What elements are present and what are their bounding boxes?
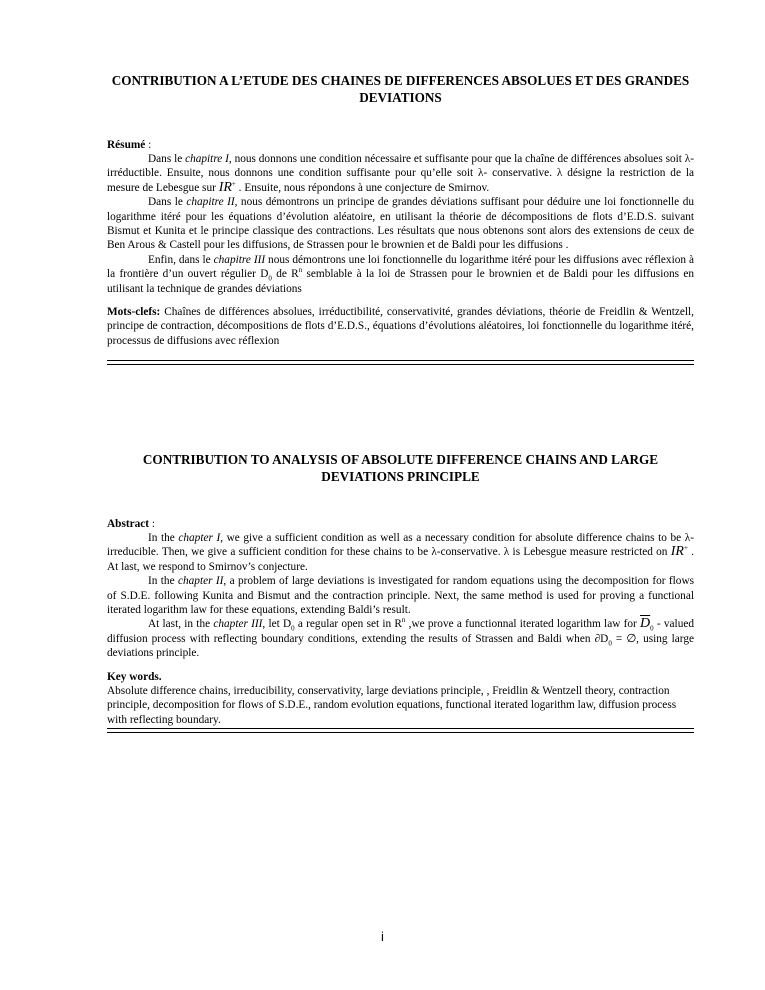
resume-label: Résumé xyxy=(107,139,146,151)
math-ir: IR xyxy=(218,179,232,195)
text-run: . At last, we respond to Smirnov’s conjecture. xyxy=(107,546,694,573)
abstract-paragraph-1 xyxy=(107,531,694,574)
resume-colon: : xyxy=(145,139,152,151)
text-run: In the xyxy=(148,532,179,544)
french-title: CONTRIBUTION A L’ETUDE DES CHAINES DE DIFFERENCES ABSOLUES ET DES GRANDES DEVIATIONS xyxy=(111,73,690,105)
abstract-label: Abstract xyxy=(107,518,150,530)
text-run: a regular open set in R xyxy=(294,618,402,631)
text-run: , we give a sufficient condition as well as a necessary condition for absolute difference chains to be λ-irreducible. Then, we give a sufficient condition for these chains to be λ-conservative. λ is Lebesgue measure restricted on xyxy=(107,532,694,559)
math-sup: n xyxy=(401,616,406,625)
text-run: In the xyxy=(148,575,178,588)
chapter-ref: chapter II xyxy=(177,575,224,588)
resume-paragraph-3 xyxy=(107,253,694,296)
text-run: ,we prove a functionnal iterated logarithm law for xyxy=(405,618,641,631)
english-title: CONTRIBUTION TO ANALYSIS OF ABSOLUTE DIFFERENCE CHAINS AND LARGE DEVIATIONS PRINCIPLE xyxy=(142,452,659,484)
keywords-label: Mots-clefs: xyxy=(107,306,161,319)
page-number: i xyxy=(381,929,384,944)
text-run: , a problem of large deviations is investigated for random equations using the decomposition for flows of S.D.E. following Kunita and Bismut and the contraction principle. Next, the same method is used for proving a functional iterated logarithm law for these equations, extending Baldi’s result. xyxy=(107,575,694,617)
text-run: , nous donnons une condition nécessaire et suffisante pour que la chaîne de différences absolues soit λ- irréductible. Ensuite, nous donnons une condition suffisante pour qu’elle soit λ- conservative. λ désigne la restriction de la mesure de Lebesgue sur xyxy=(107,153,694,194)
resume-heading xyxy=(107,138,694,152)
text-run: Dans le xyxy=(148,153,186,165)
math-sub: 0 xyxy=(268,274,272,283)
abstract-paragraph-3 xyxy=(107,617,694,660)
french-keywords xyxy=(107,305,694,348)
math-ir: IR xyxy=(670,544,684,560)
text-run: de R xyxy=(271,268,299,281)
text-run: , nous démontrons un principe de grandes déviations suffisant pour déduire une loi fonctionnelle du logarithme itéré pour les équations d’évolution aléatoire, en utilisant la théorie de décompositions de flots d’E.D.S. suivant Bismut et Kunita et le principe classique des contractions. Les résultats que nous obtenons sont alors des extensions de ceux de Ben Arous & Castell pour les diffusions, de Strassen pour le brownien et de Baldi pour les diffusions . xyxy=(107,196,694,252)
keywords-text: Chaînes de différences absolues, irréductibilité, conservativité, grandes déviations, théorie de Freidlin & Wentzell, principe de contraction, décompositions de flots d’E.D.S., équations d’évolutions aléatoires, loi fonctionnelle du logarithme itéré, processus de diffusions avec réflexion xyxy=(107,306,694,347)
math-d-bar: $\overline{D}$ xyxy=(640,616,651,632)
chapter-ref: chapter I xyxy=(178,532,221,544)
text-run: nous démontrons une loi fonctionnelle du logarithme itéré pour les diffusions avec réflexion à la frontière d’un ouvert régulier D xyxy=(107,253,694,281)
math-sup: n xyxy=(298,266,303,275)
chapter-ref: chapitre III xyxy=(213,253,266,266)
resume-paragraph-2 xyxy=(107,195,694,253)
text-run: - valued diffusion process with reflecting boundary conditions, extending the results of Strassen and Baldi when ∂D xyxy=(107,618,695,645)
keywords-label: Key words. xyxy=(107,670,162,683)
abstract-paragraph-2 xyxy=(107,574,694,617)
math-sub: 0 xyxy=(291,624,295,633)
english-section xyxy=(107,451,694,733)
chapter-ref: chapter III xyxy=(213,618,263,631)
text-run: = ∅, using large deviations principle. xyxy=(107,632,694,660)
math-sub: 0 xyxy=(650,624,654,633)
chapter-ref: chapitre II xyxy=(186,196,235,209)
chapter-ref: chapitre I xyxy=(185,153,229,165)
french-section xyxy=(107,72,694,365)
math-sup: + xyxy=(231,180,236,189)
text-run: semblable à la loi de Strassen pour le brownien et de Baldi pour les diffusions en utilisant la technique de grandes déviations xyxy=(107,268,694,295)
text-run: Enfin, dans le xyxy=(148,253,214,266)
section-divider xyxy=(107,728,694,733)
abstract-colon: : xyxy=(149,518,156,530)
text-run: . Ensuite, nous répondons à une conjecture de Smirnov. xyxy=(235,181,490,194)
math-sup: + xyxy=(683,544,688,553)
math-sub: 0 xyxy=(608,639,612,648)
text-run: , let D xyxy=(262,618,292,631)
resume-paragraph-1 xyxy=(107,152,694,195)
text-run: At last, in the xyxy=(148,618,214,631)
section-divider xyxy=(107,360,694,365)
keywords-text: Absolute difference chains, irreducibility, conservativity, large deviations principle, , Freidlin & Wentzell theory, contraction principle, decomposition for flows of S.D.E., random evolution equations, functional iterated logarithm law, diffusion process with reflecting boundary. xyxy=(107,685,677,726)
text-run: Dans le xyxy=(148,196,187,209)
abstract-heading xyxy=(107,517,694,531)
english-keywords xyxy=(107,670,694,728)
